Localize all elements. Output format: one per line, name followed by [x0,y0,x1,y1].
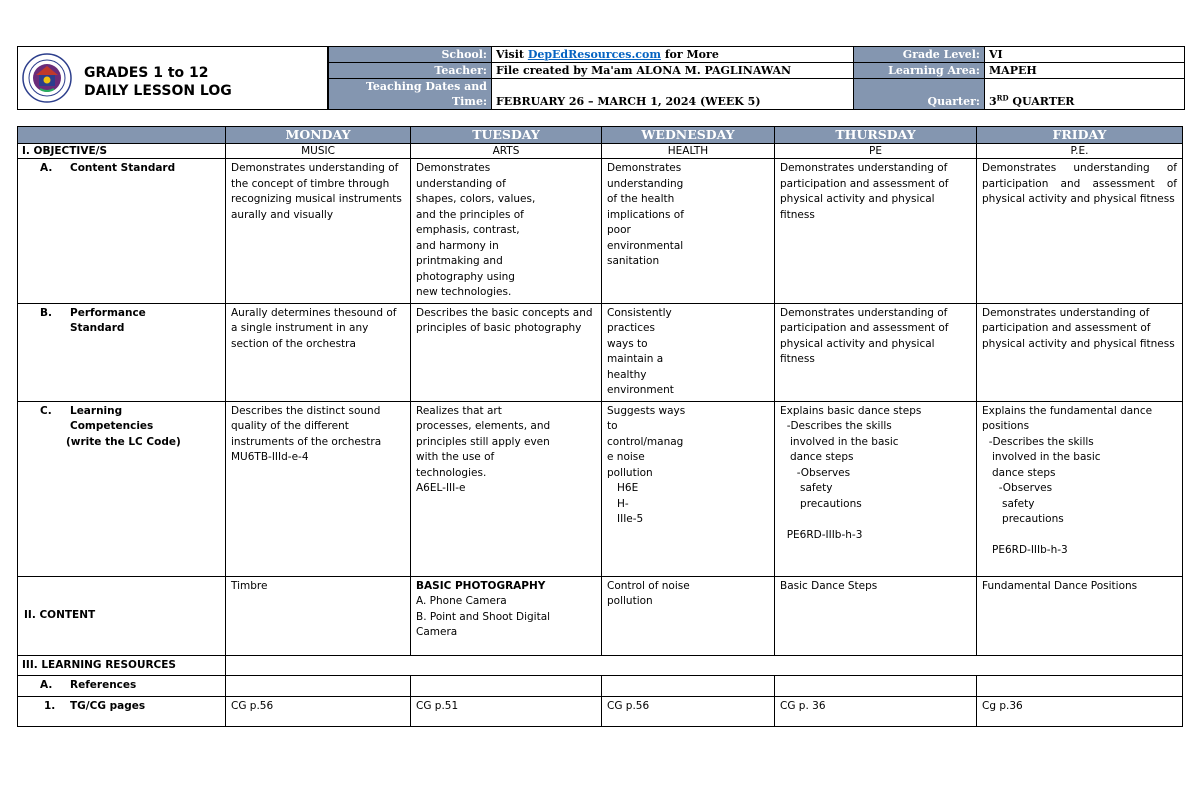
grade-level-label: Grade Level: [854,47,985,63]
tg-pages-friday: Cg p.36 [977,696,1183,726]
references-wednesday [602,676,775,697]
school-value: Visit DepEdResources.com for More [492,47,854,63]
content-monday: Timbre [226,576,411,655]
quarter-label: Quarter: [854,79,985,110]
competency-thursday: Explains basic dance steps -Describes the skills involved in the basic dance steps -Observes safety precautions PE6RD-IIIb-h-3 [775,401,977,576]
content-wednesday: Control of noise pollution [602,576,775,655]
tg-pages-wednesday: CG p.56 [602,696,775,726]
deped-resources-link[interactable]: DepEdResources.com [527,48,661,61]
header-title [84,64,232,100]
day-tuesday: TUESDAY [411,127,602,144]
day-header-row [18,127,1183,144]
subject-monday: MUSIC [226,144,411,159]
day-wednesday: WEDNESDAY [602,127,775,144]
learning-competencies-label: C. Learning Competencies (write the LC Code) [18,401,226,576]
references-label: A. References [18,676,226,697]
competency-monday: Describes the distinct sound quality of the different instruments of the orchestra MU6TB-IIId-e-4 [226,401,411,576]
teaching-dates-value: FEBRUARY 26 – MARCH 1, 2024 (WEEK 5) [492,79,854,110]
subject-wednesday: HEALTH [602,144,775,159]
performance-standard-tuesday: Describes the basic concepts and principles of basic photography [411,303,602,401]
subject-row [18,144,1183,159]
performance-standard-row [18,303,1183,401]
learning-competencies-row [18,401,1183,576]
references-tuesday [411,676,602,697]
performance-standard-thursday: Demonstrates understanding of participation and assessment of physical activity and physical fitness [775,303,977,401]
subject-tuesday: ARTS [411,144,602,159]
content-tuesday-items: A. Phone Camera B. Point and Shoot Digital Camera [416,595,551,638]
content-standard-label: A. Content Standard [18,159,226,304]
content-thursday: Basic Dance Steps [775,576,977,655]
references-monday [226,676,411,697]
content-friday: Fundamental Dance Positions [977,576,1183,655]
content-row [18,576,1183,655]
content-tuesday-heading: BASIC PHOTOGRAPHY [416,579,546,592]
grade-level-value: VI [985,47,1185,63]
references-row [18,676,1183,697]
header-title-block [17,46,328,110]
objectives-heading: I. OBJECTIVE/S [18,144,226,159]
content-standard-thursday: Demonstrates understanding of participation and assessment of physical activity and physical fitness [775,159,977,304]
day-header-blank [18,127,226,144]
competency-wednesday: Suggests ways to control/manag e noise pollution H6E H- IIIe-5 [602,401,775,576]
day-monday: MONDAY [226,127,411,144]
content-standard-row [18,159,1183,304]
subject-thursday: PE [775,144,977,159]
performance-standard-monday: Aurally determines thesound of a single instrument in any section of the orchestra [226,303,411,401]
teacher-label: Teacher: [329,63,492,79]
quarter-value: 3RD QUARTER [985,79,1185,110]
performance-standard-label: B. Performance Standard [18,303,226,401]
tg-pages-monday: CG p.56 [226,696,411,726]
tg-pages-thursday: CG p. 36 [775,696,977,726]
content-standard-friday: Demonstrates understanding of participation and assessment of physical activity and physical fitness [977,159,1183,304]
subject-friday: P.E. [977,144,1183,159]
school-label: School: [329,47,492,63]
teacher-value: File created by Ma'am ALONA M. PAGLINAWAN [492,63,854,79]
performance-standard-wednesday: Consistently practices ways to maintain a healthy environment [602,303,775,401]
competency-tuesday: Realizes that art processes, elements, and principles still apply even with the use of technologies. A6EL-III-e [411,401,602,576]
content-heading: II. CONTENT [18,576,226,655]
references-friday [977,676,1183,697]
deped-seal-icon [22,53,72,103]
resources-row [18,655,1183,676]
content-standard-wednesday: Demonstrates understanding of the health implications of poor environmental sanitation [602,159,775,304]
tg-pages-tuesday: CG p.51 [411,696,602,726]
header-info-table [328,46,1185,110]
day-thursday: THURSDAY [775,127,977,144]
learning-area-value: MAPEH [985,63,1185,79]
content-standard-monday: Demonstrates understanding of the concept of timbre through recognizing musical instruments aurally and visually [226,159,411,304]
lesson-log-table [17,126,1183,727]
references-thursday [775,676,977,697]
title-line-1: GRADES 1 to 12 [84,65,209,81]
day-friday: FRIDAY [977,127,1183,144]
resources-heading: III. LEARNING RESOURCES [18,655,226,676]
competency-friday: Explains the fundamental dance positions -Describes the skills involved in the basic dance steps -Observes safety precautions PE6RD-IIIb-h-3 [977,401,1183,576]
tg-pages-label: 1. TG/CG pages [18,696,226,726]
teaching-dates-label: Teaching Dates and Time: [329,79,492,110]
performance-standard-friday: Demonstrates understanding of participation and assessment of physical activity and physical fitness [977,303,1183,401]
learning-area-label: Learning Area: [854,63,985,79]
title-line-2: DAILY LESSON LOG [84,83,232,99]
tg-pages-row [18,696,1183,726]
content-standard-tuesday: Demonstrates understanding of shapes, colors, values, and the principles of emphasis, contrast, and harmony in printmaking and photography using new technologies. [411,159,602,304]
resources-blank [226,655,1183,676]
content-tuesday [411,576,602,655]
